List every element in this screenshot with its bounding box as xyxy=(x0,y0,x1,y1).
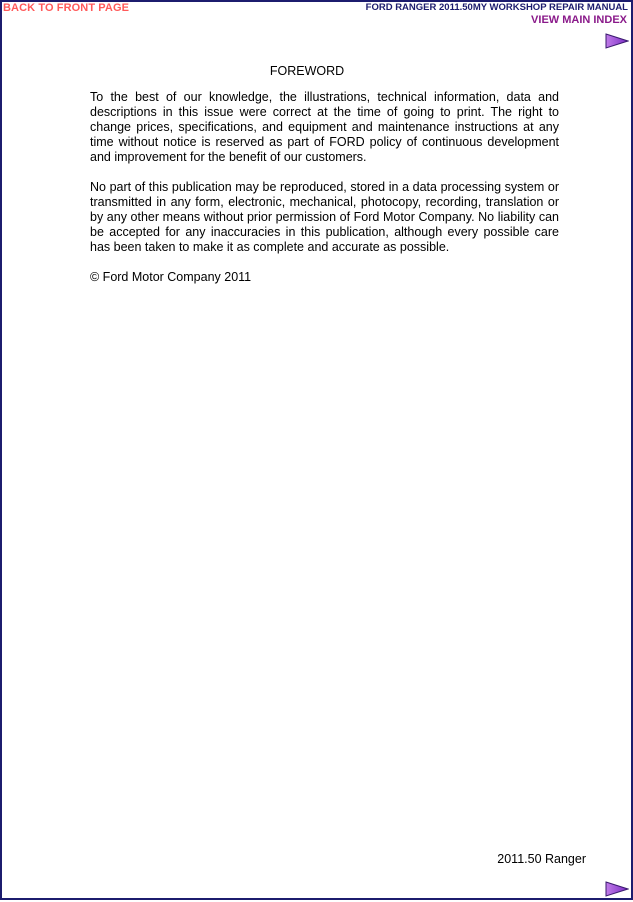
foreword-paragraph-2: No part of this publication may be reproduced, stored in a data processing system or transmitted in any form, electronic, mechanical, photocopy, recording, translation or by any other means without prior permission of Ford Motor Company. No liability can be accepted for any inaccuracies in this publication, although every possible care has been taken to make it as complete and accurate as possible. xyxy=(90,180,559,254)
foreword-body xyxy=(90,90,559,300)
foreword-paragraph-1: To the best of our knowledge, the illustrations, technical information, data and descriptions in this issue were correct at the time of going to print. The right to change prices, specifications, and equipment and maintenance instructions at any time without notice is reserved as part of FORD policy of continuous development and improvement for the benefit of our customers. xyxy=(90,90,559,164)
back-to-front-page-link[interactable]: BACK TO FRONT PAGE xyxy=(3,2,130,14)
foreword-heading: FOREWORD xyxy=(269,64,345,78)
manual-title: FORD RANGER 2011.50MY WORKSHOP REPAIR MANUAL xyxy=(365,2,628,13)
right-arrow-icon[interactable] xyxy=(605,881,629,897)
right-arrow-icon[interactable] xyxy=(605,33,629,49)
footer-model-label: 2011.50 Ranger xyxy=(497,852,586,866)
view-main-index-link[interactable]: VIEW MAIN INDEX xyxy=(531,14,627,26)
copyright-notice: © Ford Motor Company 2011 xyxy=(90,270,252,284)
